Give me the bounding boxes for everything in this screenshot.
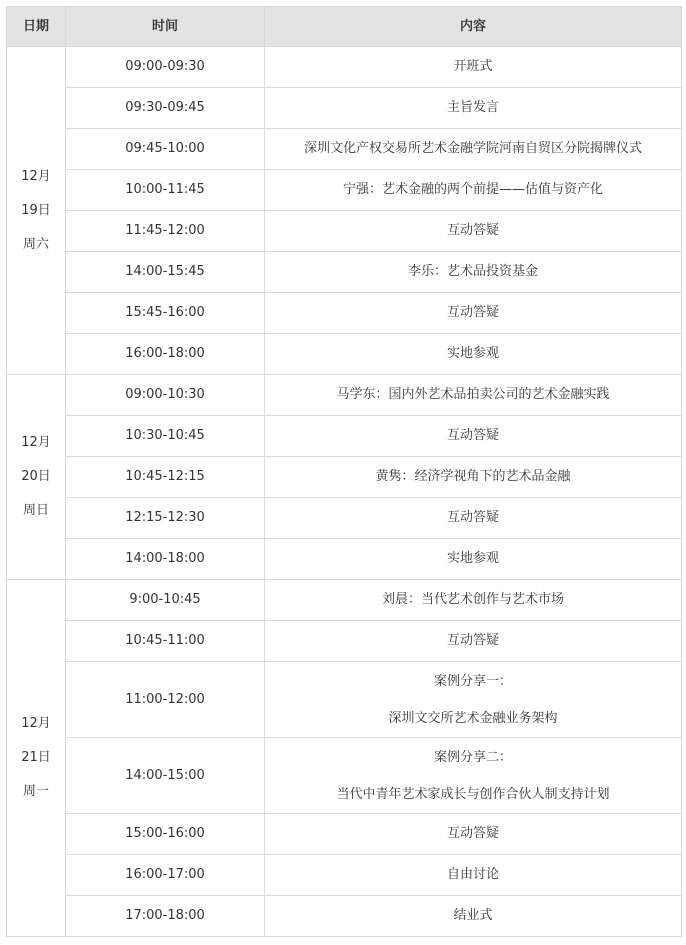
content-line: 深圳文交所艺术金融业务架构: [388, 710, 558, 726]
content-line: 结业式: [453, 908, 493, 923]
content-cell: [265, 170, 682, 211]
date-line: 周日: [22, 503, 49, 518]
table-row: [7, 375, 682, 416]
content-line: 实地参观: [446, 346, 499, 361]
time-cell: 10:45-11:00: [66, 621, 265, 662]
content-cell: [265, 580, 682, 621]
table-row: [7, 498, 682, 539]
table-row: [7, 129, 682, 170]
table-row: [7, 896, 682, 937]
content-cell: [265, 416, 682, 457]
date-line: 12月: [21, 168, 51, 184]
date-cell: [7, 580, 66, 937]
time-cell: 10:30-10:45: [66, 416, 265, 457]
table-row: [7, 252, 682, 293]
header-date: 日期: [7, 7, 66, 47]
table-row: [7, 855, 682, 896]
content-line: 刘晨：当代艺术创作与艺术市场: [381, 592, 564, 607]
time-cell: 11:00-12:00: [66, 662, 265, 738]
time-cell: 09:00-09:30: [66, 47, 265, 88]
header-row: [7, 7, 682, 47]
content-cell: [265, 738, 682, 814]
content-cell: [265, 662, 682, 738]
content-cell: [265, 457, 682, 498]
date-line: 12月: [21, 435, 51, 450]
date-cell: [7, 47, 66, 375]
time-cell: 16:00-17:00: [66, 855, 265, 896]
time-cell: 09:45-10:00: [66, 129, 265, 170]
content-line: 李乐：艺术品投资基金: [407, 264, 538, 279]
time-cell: 14:00-18:00: [66, 539, 265, 580]
date-line: 20日: [21, 469, 51, 484]
date-line: 周六: [22, 236, 49, 252]
content-line: 黄隽：经济学视角下的艺术品金融: [375, 469, 571, 484]
table-row: [7, 580, 682, 621]
time-cell: 10:00-11:45: [66, 170, 265, 211]
date-cell: [7, 375, 66, 580]
content-cell: [265, 47, 682, 88]
date-line: 周一: [22, 784, 49, 799]
time-cell: 9:00-10:45: [66, 580, 265, 621]
header-time: 时间: [66, 7, 265, 47]
content-line: 自由讨论: [446, 867, 499, 882]
content-cell: [265, 375, 682, 416]
content-cell: [265, 211, 682, 252]
schedule-table: [6, 6, 682, 937]
schedule-body: [7, 47, 682, 937]
content-line: 案例分享二：: [433, 749, 512, 765]
content-line: 互动答疑: [446, 510, 499, 525]
time-cell: 16:00-18:00: [66, 334, 265, 375]
time-cell: 12:15-12:30: [66, 498, 265, 539]
table-row: [7, 457, 682, 498]
content-line: 互动答疑: [446, 633, 499, 648]
content-cell: [265, 498, 682, 539]
time-cell: 15:00-16:00: [66, 814, 265, 855]
table-row: [7, 738, 682, 814]
content-line: 实地参观: [446, 551, 499, 566]
content-line: 当代中青年艺术家成长与创作合伙人制支持计划: [336, 786, 610, 802]
content-line: 开班式: [453, 59, 493, 74]
table-row: [7, 539, 682, 580]
table-row: [7, 211, 682, 252]
content-line: 互动答疑: [446, 305, 499, 320]
table-row: [7, 662, 682, 738]
time-cell: 14:00-15:45: [66, 252, 265, 293]
content-cell: [265, 814, 682, 855]
content-line: 主旨发言: [446, 100, 499, 115]
content-cell: [265, 621, 682, 662]
content-line: 宁强：艺术金融的两个前提——估值与资产化: [342, 182, 603, 197]
table-row: [7, 416, 682, 457]
content-cell: [265, 539, 682, 580]
table-row: [7, 88, 682, 129]
content-line: 案例分享一：: [433, 673, 512, 689]
content-cell: [265, 896, 682, 937]
table-row: [7, 47, 682, 88]
time-cell: 10:45-12:15: [66, 457, 265, 498]
content-cell: [265, 88, 682, 129]
time-cell: 14:00-15:00: [66, 738, 265, 814]
time-cell: 15:45-16:00: [66, 293, 265, 334]
date-line: 19日: [21, 202, 51, 218]
time-cell: 09:30-09:45: [66, 88, 265, 129]
table-row: [7, 334, 682, 375]
date-line: 21日: [21, 750, 51, 765]
header-content: 内容: [265, 7, 682, 47]
table-row: [7, 293, 682, 334]
content-line: 互动答疑: [446, 428, 499, 443]
content-cell: [265, 293, 682, 334]
content-line: 互动答疑: [446, 223, 499, 238]
content-cell: [265, 334, 682, 375]
table-row: [7, 814, 682, 855]
content-line: 马学东：国内外艺术品拍卖公司的艺术金融实践: [336, 387, 610, 402]
time-cell: 09:00-10:30: [66, 375, 265, 416]
table-row: [7, 170, 682, 211]
time-cell: 17:00-18:00: [66, 896, 265, 937]
content-cell: [265, 855, 682, 896]
date-line: 12月: [21, 716, 51, 731]
time-cell: 11:45-12:00: [66, 211, 265, 252]
table-row: [7, 621, 682, 662]
content-line: 互动答疑: [446, 826, 499, 841]
content-cell: [265, 252, 682, 293]
content-line: 深圳文化产权交易所艺术金融学院河南自贸区分院揭牌仪式: [303, 141, 642, 156]
content-cell: [265, 129, 682, 170]
